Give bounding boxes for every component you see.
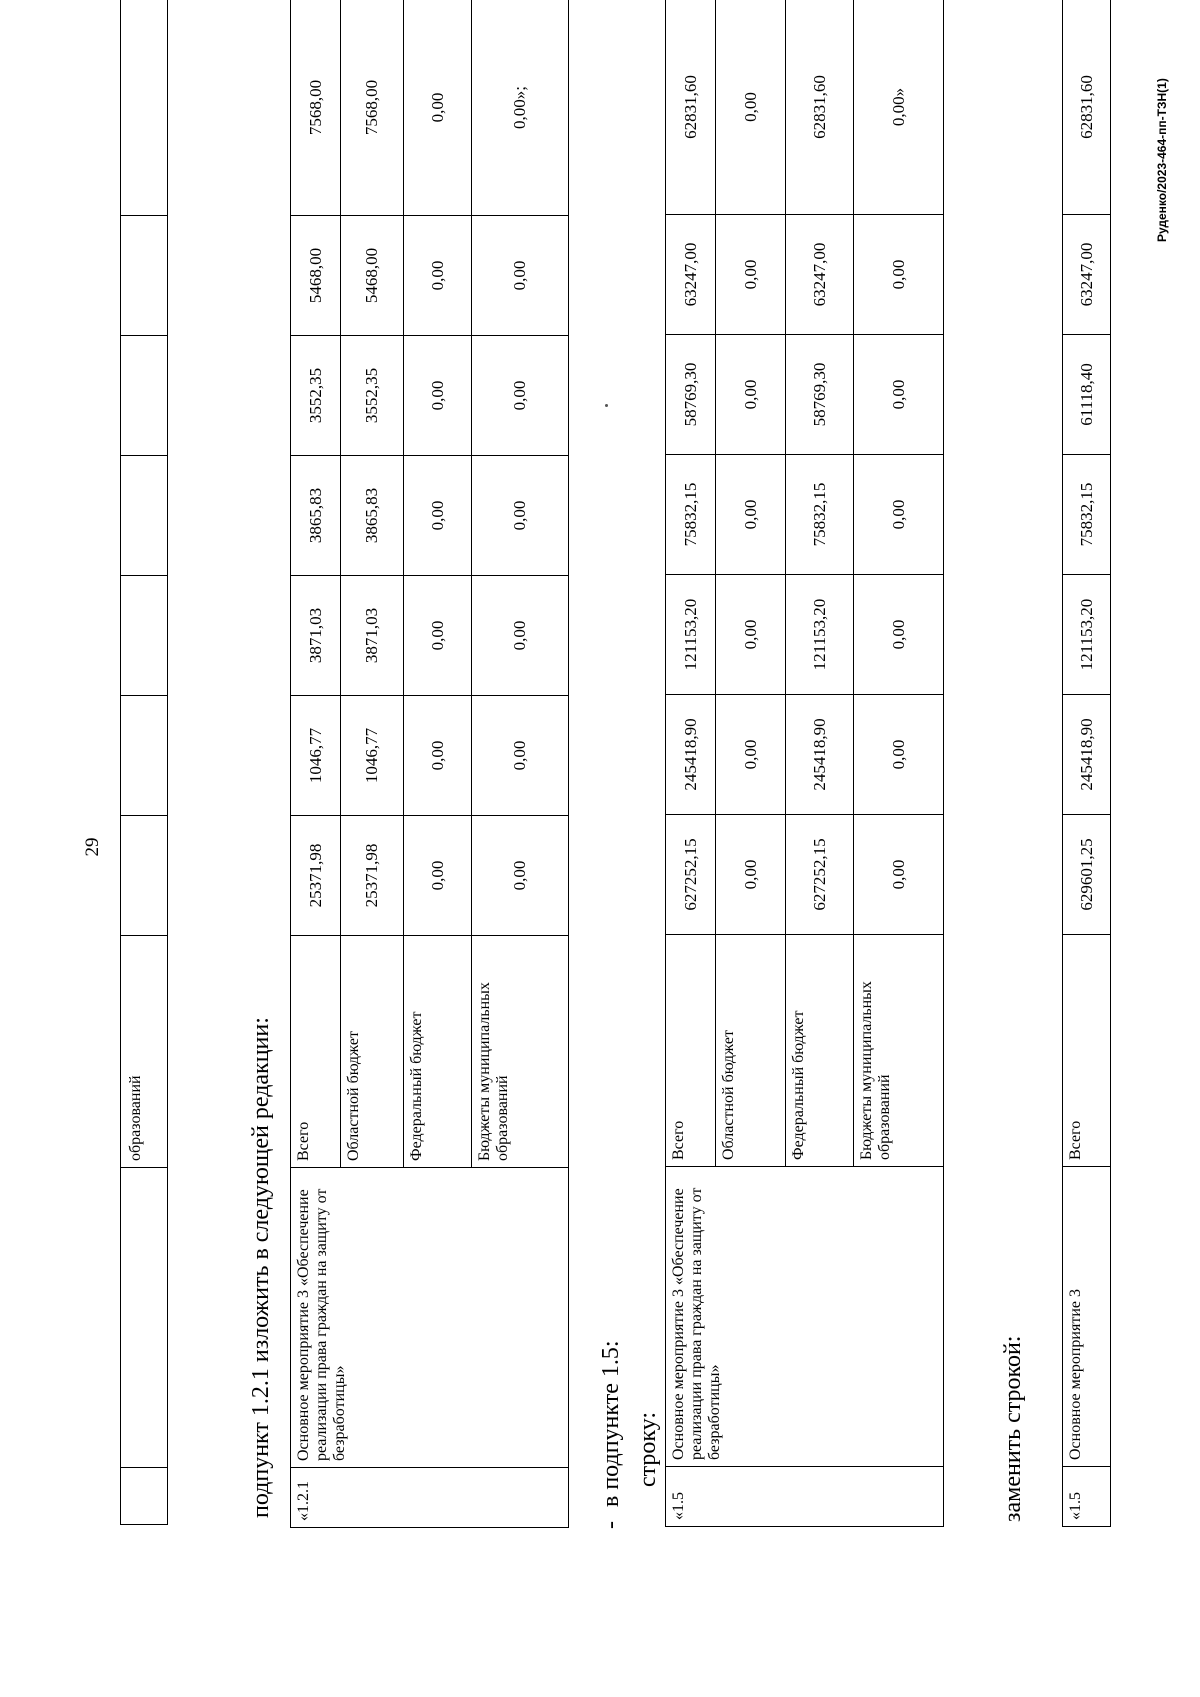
- value-cell: 627252,15: [786, 815, 854, 935]
- table-subitem-1-2-1: [290, 0, 569, 1528]
- value-cell: 1046,77: [291, 696, 341, 816]
- value-cell: 0,00: [716, 0, 786, 215]
- value-cell: 0,00: [472, 816, 569, 936]
- value-cell: 3865,83: [291, 456, 341, 576]
- activity-name: Основное мероприятие 3 «Обеспечение реализации права граждан на защиту от безработицы»: [291, 1168, 569, 1468]
- value-cell: 0,00: [472, 336, 569, 456]
- table-cell: [121, 216, 168, 336]
- row-number: «1.2.1: [291, 1468, 569, 1528]
- value-cell: 0,00: [404, 456, 472, 576]
- funding-source: Областной бюджет: [341, 936, 404, 1168]
- value-cell: 0,00: [716, 575, 786, 695]
- paragraph-subitem-1-5: в подпункте 1.5:: [598, 1340, 624, 1507]
- value-cell: 7568,00: [341, 0, 404, 216]
- value-cell: 121153,20: [666, 575, 716, 695]
- value-cell: 3871,03: [341, 576, 404, 696]
- funding-source: Бюджеты муниципальных образований: [854, 935, 944, 1167]
- value-cell: 58769,30: [666, 335, 716, 455]
- table-cell: образований: [121, 936, 168, 1168]
- funding-source: Бюджеты муниципальных образований: [472, 936, 569, 1168]
- activity-name: Основное мероприятие 3 «Обеспечение реализации права граждан на защиту от безработицы»: [666, 1167, 944, 1467]
- value-cell: 245418,90: [786, 695, 854, 815]
- value-cell: 0,00: [854, 695, 944, 815]
- table-cell: [121, 696, 168, 816]
- table-subitem-1-5-old: [665, 0, 944, 1527]
- value-cell: 0,00: [716, 215, 786, 335]
- table-cell: [121, 0, 168, 216]
- row-number: «1.5: [666, 1467, 944, 1527]
- value-cell: 0,00: [854, 335, 944, 455]
- value-cell: 629601,25: [1063, 815, 1111, 935]
- funding-source: Всего: [666, 935, 716, 1167]
- value-cell: 61118,40: [1063, 335, 1111, 455]
- scan-dot: [605, 404, 608, 407]
- value-cell: 5468,00: [341, 216, 404, 336]
- value-cell: 0,00: [716, 335, 786, 455]
- table-row: [666, 0, 716, 1527]
- table-row: [291, 0, 341, 1528]
- value-cell: 0,00: [854, 215, 944, 335]
- value-cell: 75832,15: [786, 455, 854, 575]
- funding-source: Всего: [291, 936, 341, 1168]
- value-cell: 121153,20: [786, 575, 854, 695]
- value-cell: 62831,60: [786, 0, 854, 215]
- value-cell: 25371,98: [341, 816, 404, 936]
- table-cell: [121, 576, 168, 696]
- table-subitem-1-5-new: [1062, 0, 1111, 1527]
- value-cell: 0,00: [472, 696, 569, 816]
- table-row: [121, 0, 168, 1525]
- value-cell: 627252,15: [666, 815, 716, 935]
- value-cell: 0,00: [472, 576, 569, 696]
- table-row: [1063, 0, 1111, 1527]
- table-cell: [121, 1468, 168, 1525]
- value-cell: 75832,15: [666, 455, 716, 575]
- value-cell: 63247,00: [786, 215, 854, 335]
- table-cell: [121, 1168, 168, 1468]
- value-cell: 58769,30: [786, 335, 854, 455]
- value-cell: 0,00: [404, 216, 472, 336]
- funding-source: Федеральный бюджет: [404, 936, 472, 1168]
- value-cell: 0,00: [472, 456, 569, 576]
- value-cell: 7568,00: [291, 0, 341, 216]
- paragraph-line: строку:: [635, 1411, 661, 1487]
- row-number: «1.5: [1063, 1467, 1111, 1527]
- value-cell: 0,00: [854, 815, 944, 935]
- paragraph-subitem-1-2-1: подпункт 1.2.1 изложить в следующей редакции:: [248, 1017, 274, 1518]
- value-cell: 245418,90: [666, 695, 716, 815]
- value-cell: 5468,00: [291, 216, 341, 336]
- dash-marker: -: [598, 1521, 624, 1529]
- value-cell: 0,00: [404, 696, 472, 816]
- value-cell: 3552,35: [341, 336, 404, 456]
- funding-source: Областной бюджет: [716, 935, 786, 1167]
- value-cell: 0,00: [404, 0, 472, 216]
- activity-name: Основное мероприятие 3: [1063, 1167, 1111, 1467]
- value-cell: 0,00: [716, 455, 786, 575]
- value-cell: 245418,90: [1063, 695, 1111, 815]
- table-cell: [121, 456, 168, 576]
- table-cell: [121, 336, 168, 456]
- value-cell: 25371,98: [291, 816, 341, 936]
- value-cell: 0,00: [404, 576, 472, 696]
- table-cell: [121, 816, 168, 936]
- value-cell: 62831,60: [1063, 0, 1111, 215]
- value-cell: 3871,03: [291, 576, 341, 696]
- value-cell: 0,00»: [854, 0, 944, 215]
- value-cell: 63247,00: [666, 215, 716, 335]
- value-cell: 0,00: [404, 816, 472, 936]
- value-cell: 121153,20: [1063, 575, 1111, 695]
- value-cell: 0,00: [854, 575, 944, 695]
- value-cell: 63247,00: [1063, 215, 1111, 335]
- value-cell: 0,00: [472, 216, 569, 336]
- value-cell: 3865,83: [341, 456, 404, 576]
- paragraph-replace: заменить строкой:: [1000, 1335, 1026, 1522]
- value-cell: 0,00: [716, 695, 786, 815]
- document-code: Руденко/2023-464-пп-ТЗН(1): [1155, 78, 1169, 242]
- value-cell: 1046,77: [341, 696, 404, 816]
- value-cell: 0,00: [716, 815, 786, 935]
- funding-source: Федеральный бюджет: [786, 935, 854, 1167]
- value-cell: 62831,60: [666, 0, 716, 215]
- value-cell: 0,00: [854, 455, 944, 575]
- page-number: 29: [82, 837, 103, 857]
- value-cell: 75832,15: [1063, 455, 1111, 575]
- table-fragment-top: [120, 0, 168, 1525]
- funding-source: Всего: [1063, 935, 1111, 1167]
- value-cell: 0,00: [404, 336, 472, 456]
- value-cell: 0,00»;: [472, 0, 569, 216]
- value-cell: 3552,35: [291, 336, 341, 456]
